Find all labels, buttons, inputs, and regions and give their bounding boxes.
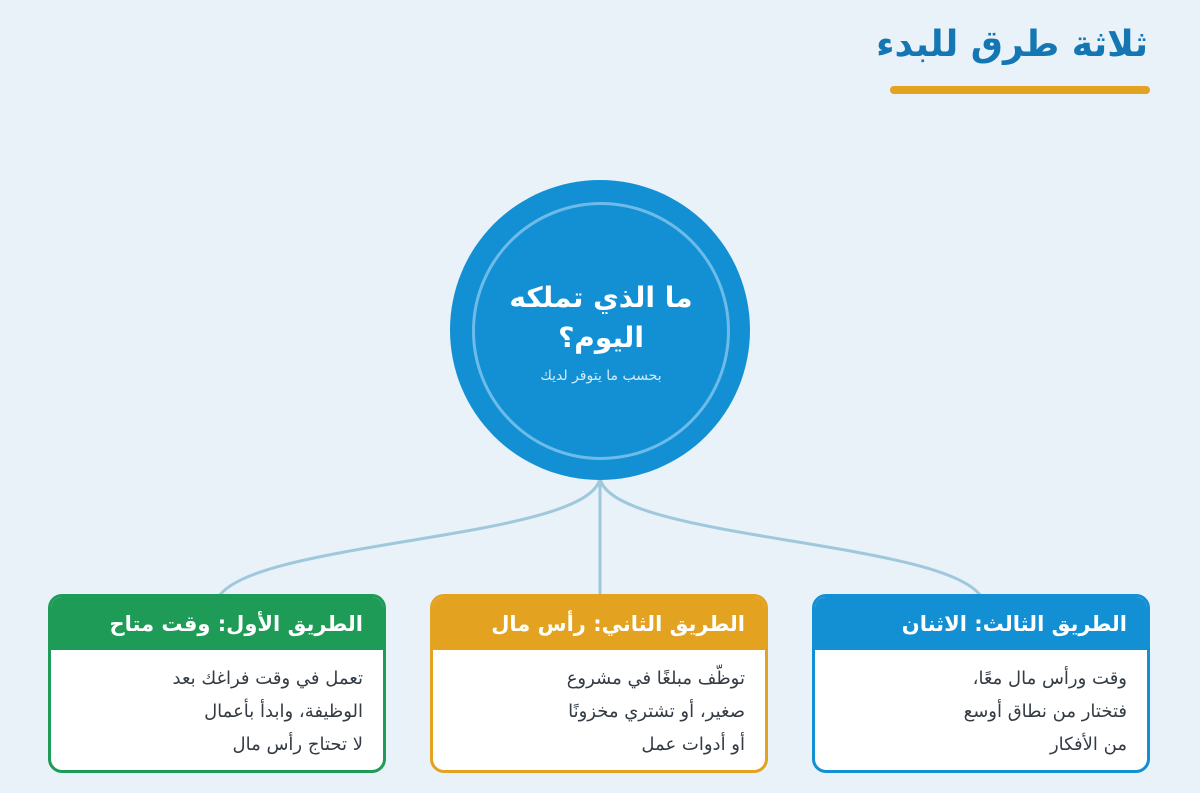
path-card-capital-line: صغير، أو تشتري مخزونًا [568, 701, 745, 722]
path-card-time-line: لا تحتاج رأس مال [232, 734, 363, 755]
path-card-time-body [51, 650, 383, 761]
path-card-both-line: من الأفكار [1049, 734, 1127, 755]
path-card-both-line: وقت ورأس مال معًا، [972, 668, 1127, 689]
connector-to-card-1 [218, 478, 600, 598]
path-card-time [48, 594, 386, 773]
path-card-capital-line: توظّف مبلغًا في مشروع [566, 668, 745, 689]
central-hub-circle [450, 180, 750, 480]
hub-inner-ring [472, 202, 730, 460]
path-card-both-line: فتختار من نطاق أوسع [963, 701, 1127, 722]
hub-title: ما الذي تملكه اليوم؟ [509, 281, 693, 354]
path-card-both [812, 594, 1150, 773]
path-card-both-body [815, 650, 1147, 761]
path-card-both-title: الطريق الثالث: الاثنان [815, 597, 1147, 650]
connector-to-card-3 [600, 478, 982, 598]
page-title: ثلاثة طرق للبدء [876, 24, 1148, 65]
path-card-time-line: الوظيفة، وابدأ بأعمال [204, 701, 363, 722]
path-card-capital-body [433, 650, 765, 761]
path-card-capital-line: أو أدوات عمل [641, 734, 745, 755]
path-card-time-line: تعمل في وقت فراغك بعد [172, 668, 363, 689]
hub-subtitle: بحسب ما يتوفر لديك [540, 368, 662, 384]
path-card-capital [430, 594, 768, 773]
path-card-time-title: الطريق الأول: وقت متاح [51, 597, 383, 650]
path-card-capital-title: الطريق الثاني: رأس مال [433, 597, 765, 650]
